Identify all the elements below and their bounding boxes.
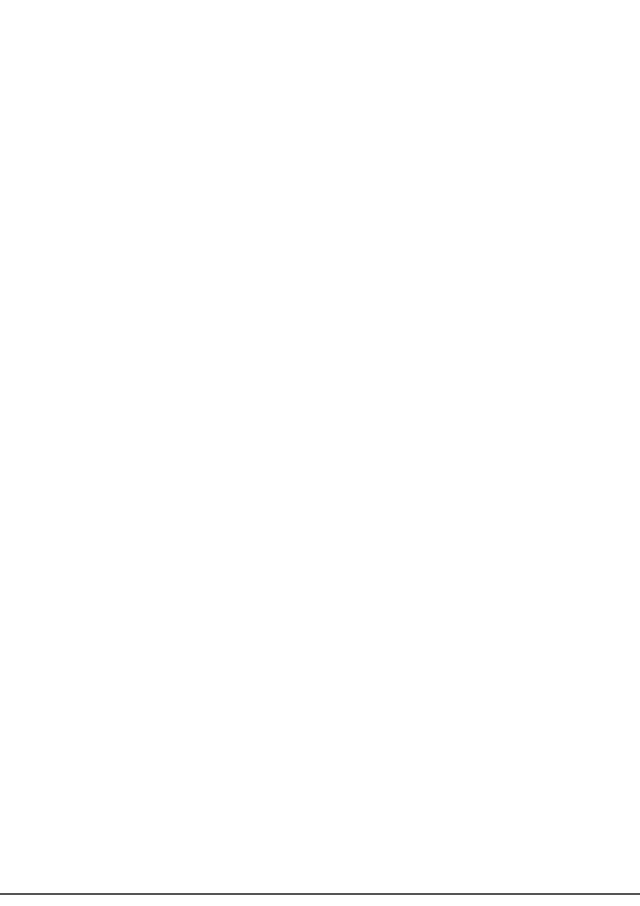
page-bottom-rule (0, 893, 640, 895)
